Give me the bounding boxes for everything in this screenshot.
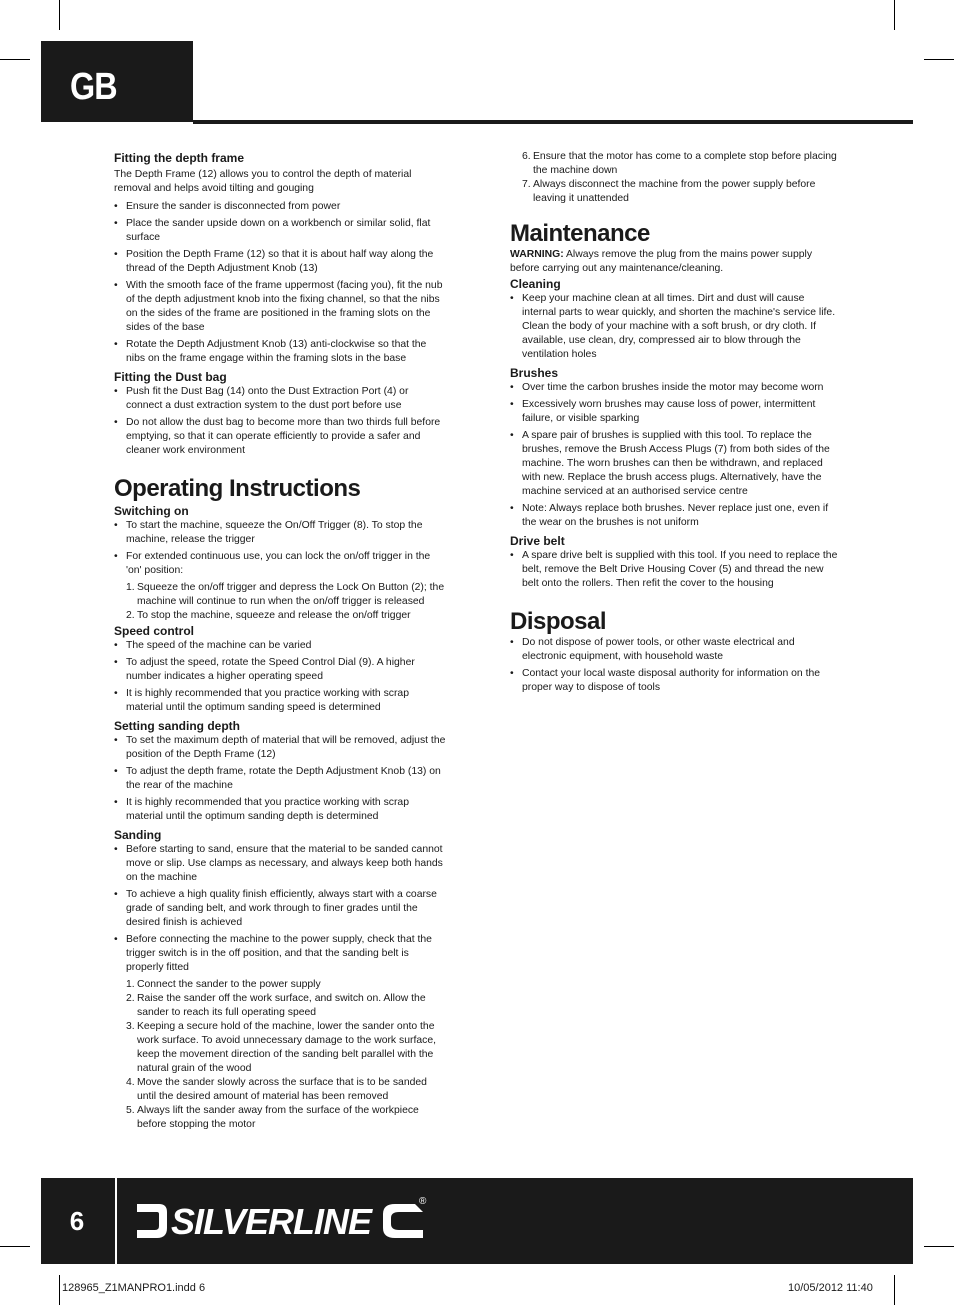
dust-bag-heading: Fitting the Dust bag [114,370,227,384]
maintenance-warning [510,248,840,276]
numbered-step: 2. Raise the sander off the work surface, and switch on. Allow the sander to reach its full operating speed [126,993,426,1018]
list-item: • A spare drive belt is supplied with this tool. If you need to replace the belt, remove the Belt Drive Housing Cover (5) and thread the new belt onto the rollers. Then refit the cover to the housing [510,549,840,591]
list-item: • Excessively worn brushes may cause loss of power, intermittent failure, or visible sparking [510,398,840,426]
list-item: • Do not dispose of power tools, or other waste electrical and electronic equipment, with household waste [510,636,840,664]
list-item: • Before starting to sand, ensure that the material to be sanded cannot move or slip. Use clamps as necessary, and always keep both hands on the machine [114,843,446,885]
list-item: • Over time the carbon brushes inside the motor may become worn [510,381,840,395]
list-item: • Note: Always replace both brushes. Never replace just one, even if the wear on the brushes is not uniform [510,502,840,530]
switching-on-heading: Switching on [114,504,189,518]
list-item: • For extended continuous use, you can lock the on/off trigger in the 'on' position: [114,550,446,578]
slug-filename: 128965_Z1MANPRO1.indd 6 [62,1282,206,1294]
numbered-step: 7. Always disconnect the machine from the power supply before leaving it unattended [522,179,816,204]
list-item: • Ensure the sander is disconnected from power [114,200,446,214]
numbered-step: 6. Ensure that the motor has come to a complete stop before placing the machine down [522,151,837,176]
depth-frame-list [114,200,446,366]
continued-steps [510,150,840,206]
list-item: • Do not allow the dust bag to become more than two thirds full before emptying, so that it can operate efficiently to provide a safer and cleaner work environment [114,416,446,458]
list-item: • It is highly recommended that you practice working with scrap material until the optimum sanding speed is determined [114,687,446,715]
crop-mark [924,59,954,60]
footer-band [41,1178,913,1264]
dust-bag-list [114,385,446,458]
footer-divider [115,1178,117,1264]
drive-belt-list [510,549,840,591]
right-column [510,150,840,698]
list-item: • It is highly recommended that you practice working with scrap material until the optimum sanding depth is determined [114,796,446,824]
disposal-list [510,636,840,695]
sanding-depth-heading: Setting sanding depth [114,719,240,733]
brushes-heading: Brushes [510,366,559,380]
list-item: • To adjust the depth frame, rotate the Depth Adjustment Knob (13) on the rear of the machine [114,765,446,793]
disposal-heading: Disposal [510,608,607,635]
numbered-step: 5. Always lift the sander away from the surface of the workpiece before stopping the motor [126,1105,419,1130]
list-item: • Push fit the Dust Bag (14) onto the Dust Extraction Port (4) or connect a dust extraction system to the dust port before use [114,385,446,413]
brushes-list [510,381,840,530]
list-item: • Position the Depth Frame (12) so that it is about half way along the thread of the Depth Adjustment Knob (13) [114,248,446,276]
logo-wordmark: SILVERLINE [171,1201,372,1242]
crop-mark [894,0,895,30]
sanding-list [114,843,446,975]
slug-date: 10/05/2012 11:40 [788,1282,873,1294]
crop-mark [894,1275,895,1305]
list-item: • Before connecting the machine to the power supply, check that the trigger switch is in the off position, and that the sanding belt is properly fitted [114,933,446,975]
list-item: • To achieve a high quality finish efficiently, always start with a coarse grade of sanding belt, and work through to finer grades until the desired finish is achieved [114,888,446,930]
sanding-depth-list [114,734,446,824]
left-column [114,150,446,1132]
warning-label: WARNING: [510,249,564,260]
depth-frame-intro: The Depth Frame (12) allows you to control the depth of material removal and helps avoid tilting and gouging [114,169,412,194]
warning-text: Always remove the plug from the mains power supply before carrying out any maintenance/cleaning. [510,249,813,274]
numbered-step: 1. Squeeze the on/off trigger and depress the Lock On Button (2); the machine will continue to run when the on/off trigger is released [126,582,445,607]
switching-steps [114,581,446,623]
drive-belt-heading: Drive belt [510,534,565,548]
numbered-step: 2. To stop the machine, squeeze and release the on/off trigger [126,610,411,621]
language-tab [41,41,193,122]
list-item: • A spare pair of brushes is supplied with this tool. To replace the brushes, remove the Brush Access Plugs (7) from both sides of the machine. The worn brushes can then be withdrawn, and replaced with new. Replace the brush access plugs. Alternatively, have the machine serviced at an authorised service centre [510,429,840,499]
list-item: • Place the sander upside down on a workbench or similar solid, flat surface [114,217,446,245]
maintenance-heading: Maintenance [510,220,650,247]
switching-list [114,519,446,578]
speed-list [114,639,446,715]
list-item: • The speed of the machine can be varied [114,639,446,653]
list-item: • Keep your machine clean at all times. Dirt and dust will cause internal parts to wear quickly, and shorten the machine's service life. Clean the body of your machine with a soft brush, or dry cloth. If available, use clean, dry, compressed air to blow through the ventilation holes [510,292,840,362]
speed-control-heading: Speed control [114,624,195,638]
list-item: • To adjust the speed, rotate the Speed Control Dial (9). A higher number indicates a higher operating speed [114,656,446,684]
cleaning-list [510,292,840,362]
crop-mark [59,1275,60,1305]
numbered-step: 1. Connect the sander to the power supply [126,979,321,990]
registered-mark: ® [419,1196,427,1207]
crop-mark [924,1246,954,1247]
page-number: 6 [69,1205,85,1236]
numbered-step: 4. Move the sander slowly across the surface that is to be sanded until the desired amount of material has been removed [126,1077,427,1102]
list-item: • To set the maximum depth of material that will be removed, adjust the position of the Depth Frame (12) [114,734,446,762]
depth-frame-heading: Fitting the depth frame [114,151,244,165]
list-item: • Rotate the Depth Adjustment Knob (13) anti-clockwise so that the nibs on the frame engage within the framing slots in the base [114,338,446,366]
list-item: • Contact your local waste disposal authority for information on the proper way to dispose of tools [510,667,840,695]
crop-mark [59,0,60,30]
sanding-heading: Sanding [114,828,162,842]
sanding-steps [114,978,446,1132]
list-item: • With the smooth face of the frame uppermost (facing you), fit the nub of the depth adjustment knob into the fixing channel, so that the nibs on the sides of the frame are positioned in the framing slots on the sides of the base [114,279,446,335]
header-rule [193,120,913,124]
cleaning-heading: Cleaning [510,277,561,291]
operating-instructions-heading: Operating Instructions [114,475,361,502]
numbered-step: 3. Keeping a secure hold of the machine, lower the sander onto the work surface. To avoid unnecessary damage to the work surface, keep the movement direction of the sanding belt parallel with the natural grain of the wood [126,1021,436,1074]
crop-mark [0,59,30,60]
language-code: GB [70,66,117,108]
list-item: • To start the machine, squeeze the On/Off Trigger (8). To stop the machine, release the trigger [114,519,446,547]
silverline-logo [133,1190,433,1248]
crop-mark [0,1246,30,1247]
